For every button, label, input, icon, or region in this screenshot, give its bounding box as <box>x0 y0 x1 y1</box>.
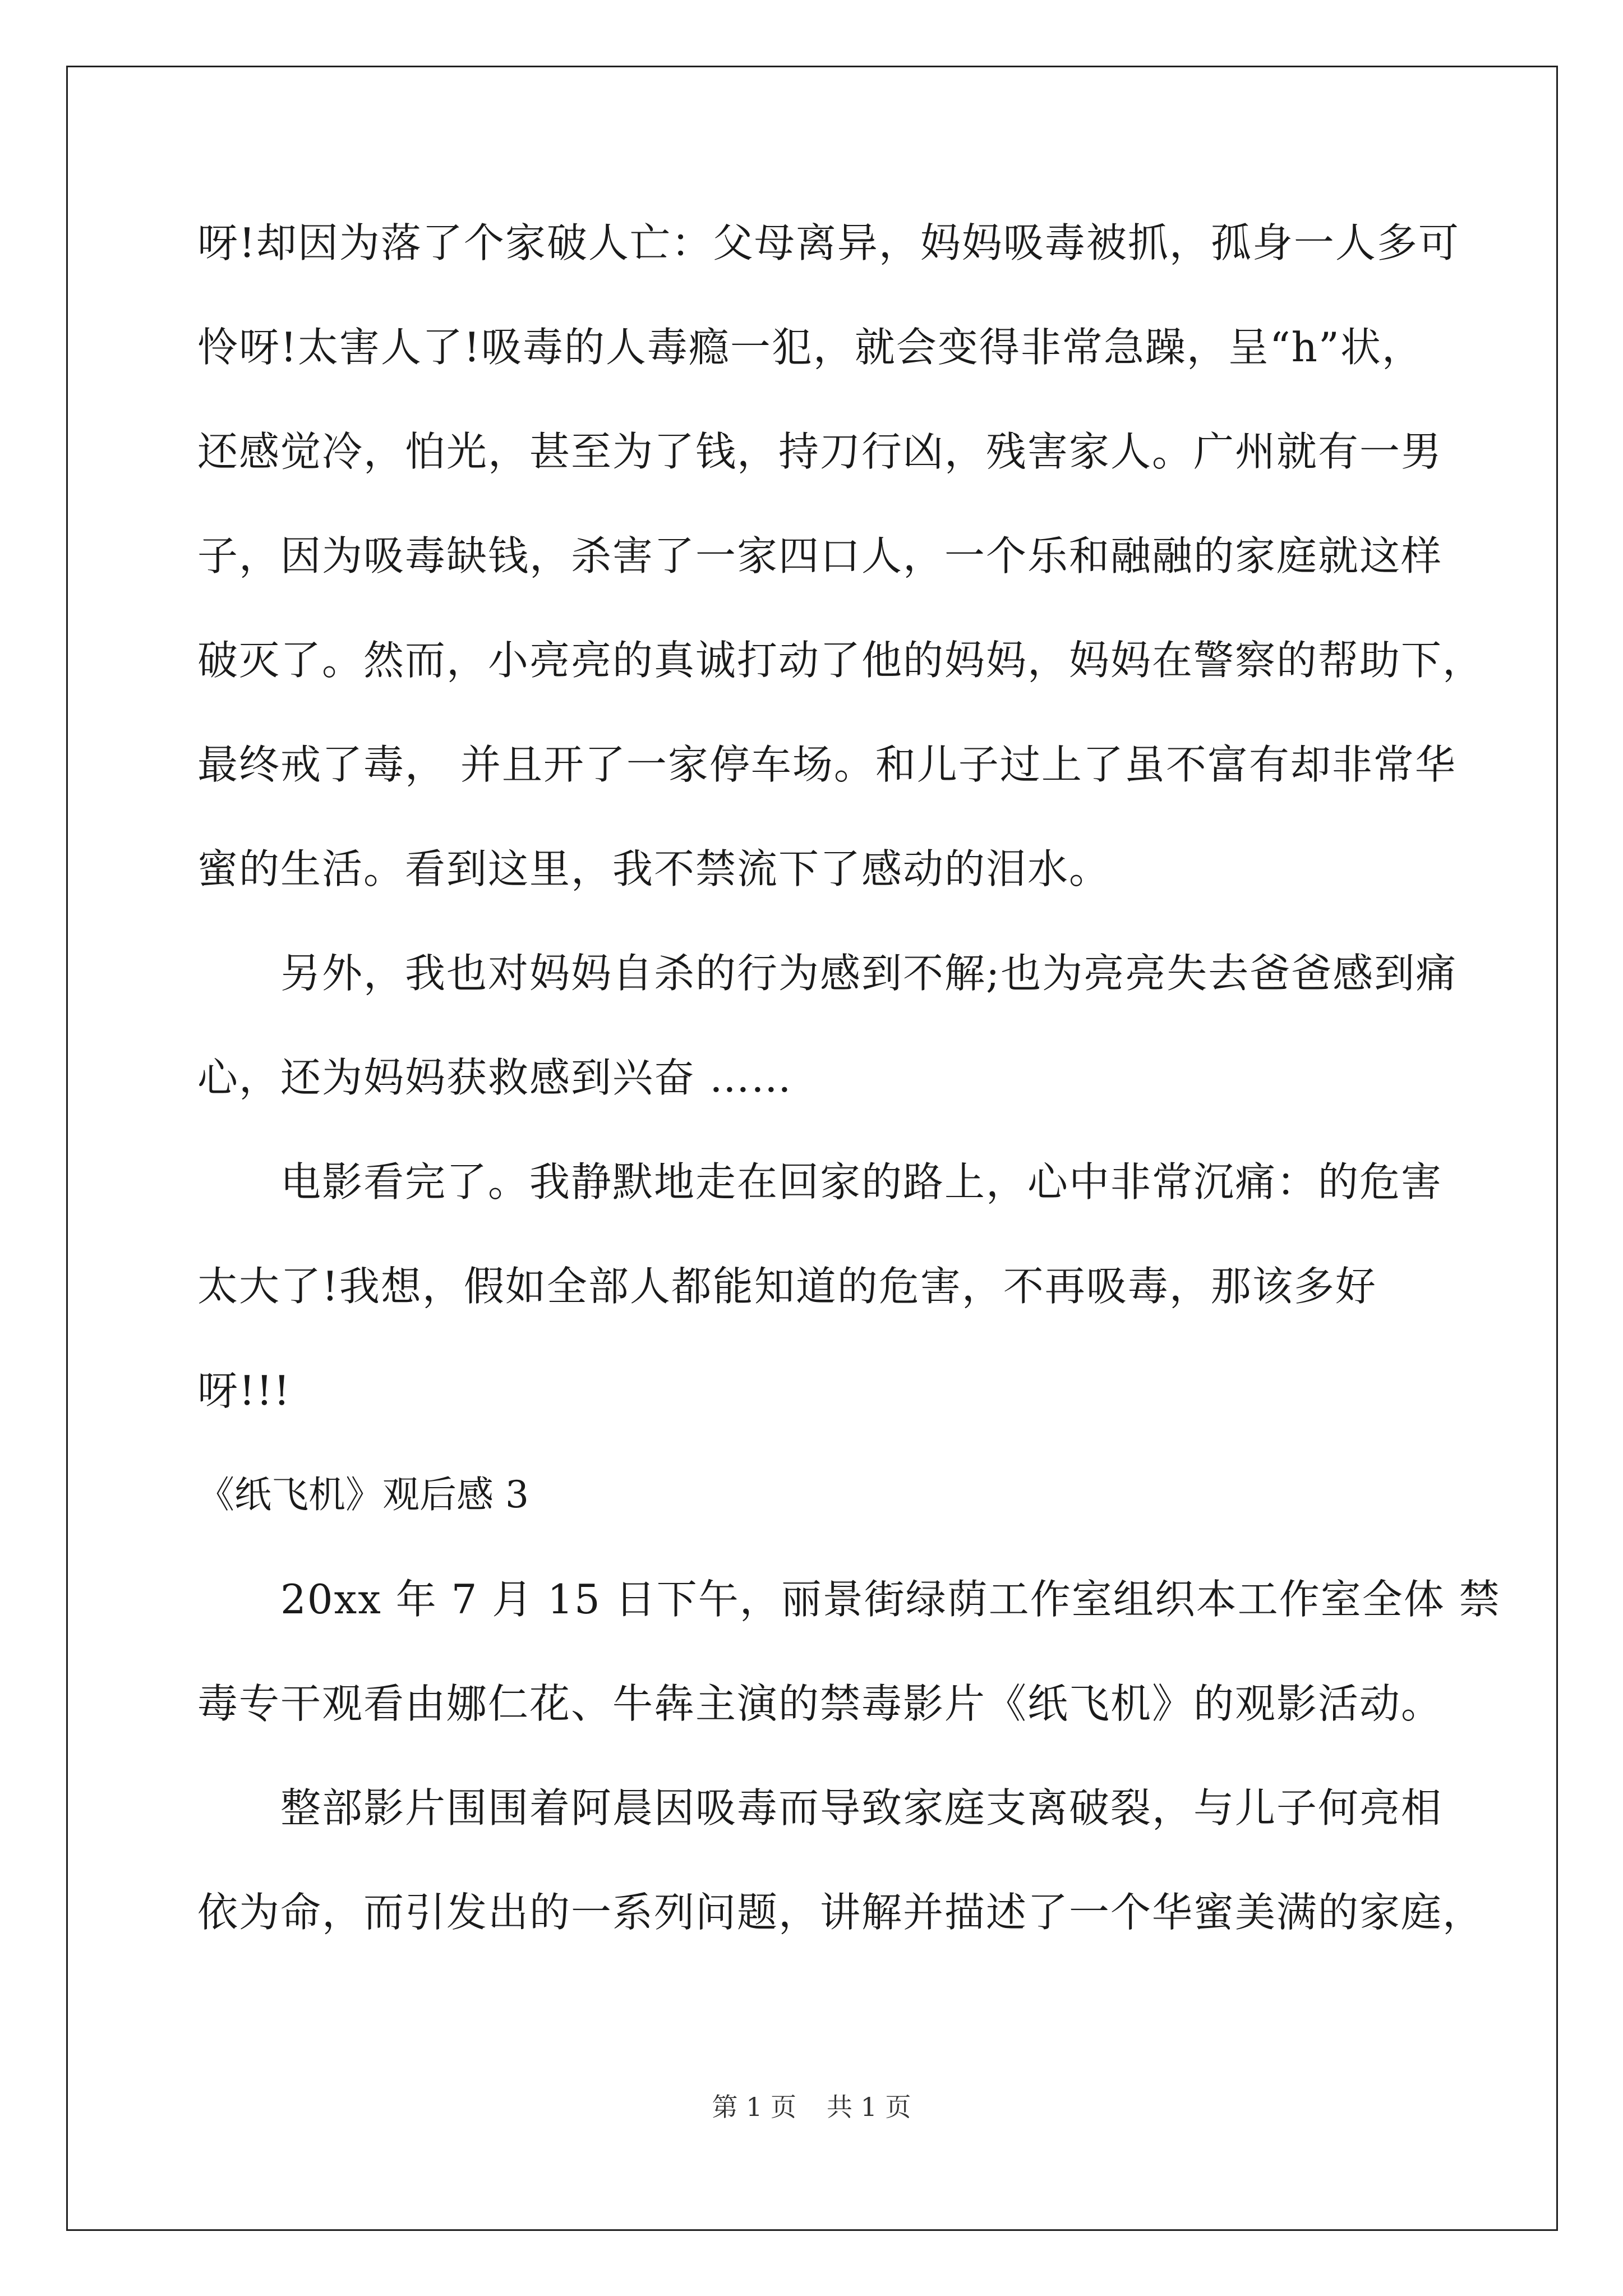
text-line: 依为命，而引发出的一系列问题，讲解并描述了一个华蜜美满的家庭， <box>197 1889 1484 1936</box>
text-line: 最终戒了毒， 并且开了一家停车场。和儿子过上了虽不富有却非常华 <box>197 741 1456 788</box>
text-line: 电影看完了。我静默地走在回家的路上，心中非常沉痛：的危害 <box>280 1158 1443 1205</box>
page-total: 共 1 页 <box>827 2092 911 2122</box>
text-line: 蜜的生活。看到这里，我不禁流下了感动的泪水。 <box>197 845 1111 892</box>
text-line: 心，还为妈妈获救感到兴奋 …… <box>197 1054 792 1101</box>
text-line: 子，因为吸毒缺钱，杀害了一家四口人，一个乐和融融的家庭就这样 <box>197 532 1443 579</box>
page-number: 第 1 页 <box>712 2092 796 2122</box>
section-heading: 《纸飞机》观后感 3 <box>197 1473 529 1516</box>
text-line: 另外，我也对妈妈自杀的行为感到不解;也为亮亮失去爸爸感到痛 <box>280 950 1458 997</box>
text-line: 20xx 年 7 月 15 日下午，丽景街绿荫工作室组织本工作室全体 禁 <box>280 1576 1501 1623</box>
text-line: 破灭了。然而，小亮亮的真诚打动了他的妈妈，妈妈在警察的帮助下， <box>197 637 1484 684</box>
text-line: 毒专干观看由娜仁花、牛犇主演的禁毒影片《纸飞机》的观影活动。 <box>197 1680 1443 1727</box>
text-line: 呀!!! <box>197 1367 291 1414</box>
text-line: 怜呀!太害人了!吸毒的人毒瘾一犯，就会变得非常急躁，呈“h”状， <box>197 324 1423 371</box>
text-line: 太大了!我想，假如全部人都能知道的危害，不再吸毒，那该多好 <box>197 1263 1377 1310</box>
text-line: 呀!却因为落了个家破人亡：父母离异，妈妈吸毒被抓，孤身一人多可 <box>197 219 1460 266</box>
page-footer <box>0 2087 1623 2124</box>
text-line: 整部影片围围着阿晨因吸毒而导致家庭支离破裂，与儿子何亮相 <box>280 1784 1443 1832</box>
text-line: 还感觉冷，怕光，甚至为了钱，持刀行凶，残害家人。广州就有一男 <box>197 428 1443 475</box>
document-body <box>197 191 1501 1964</box>
